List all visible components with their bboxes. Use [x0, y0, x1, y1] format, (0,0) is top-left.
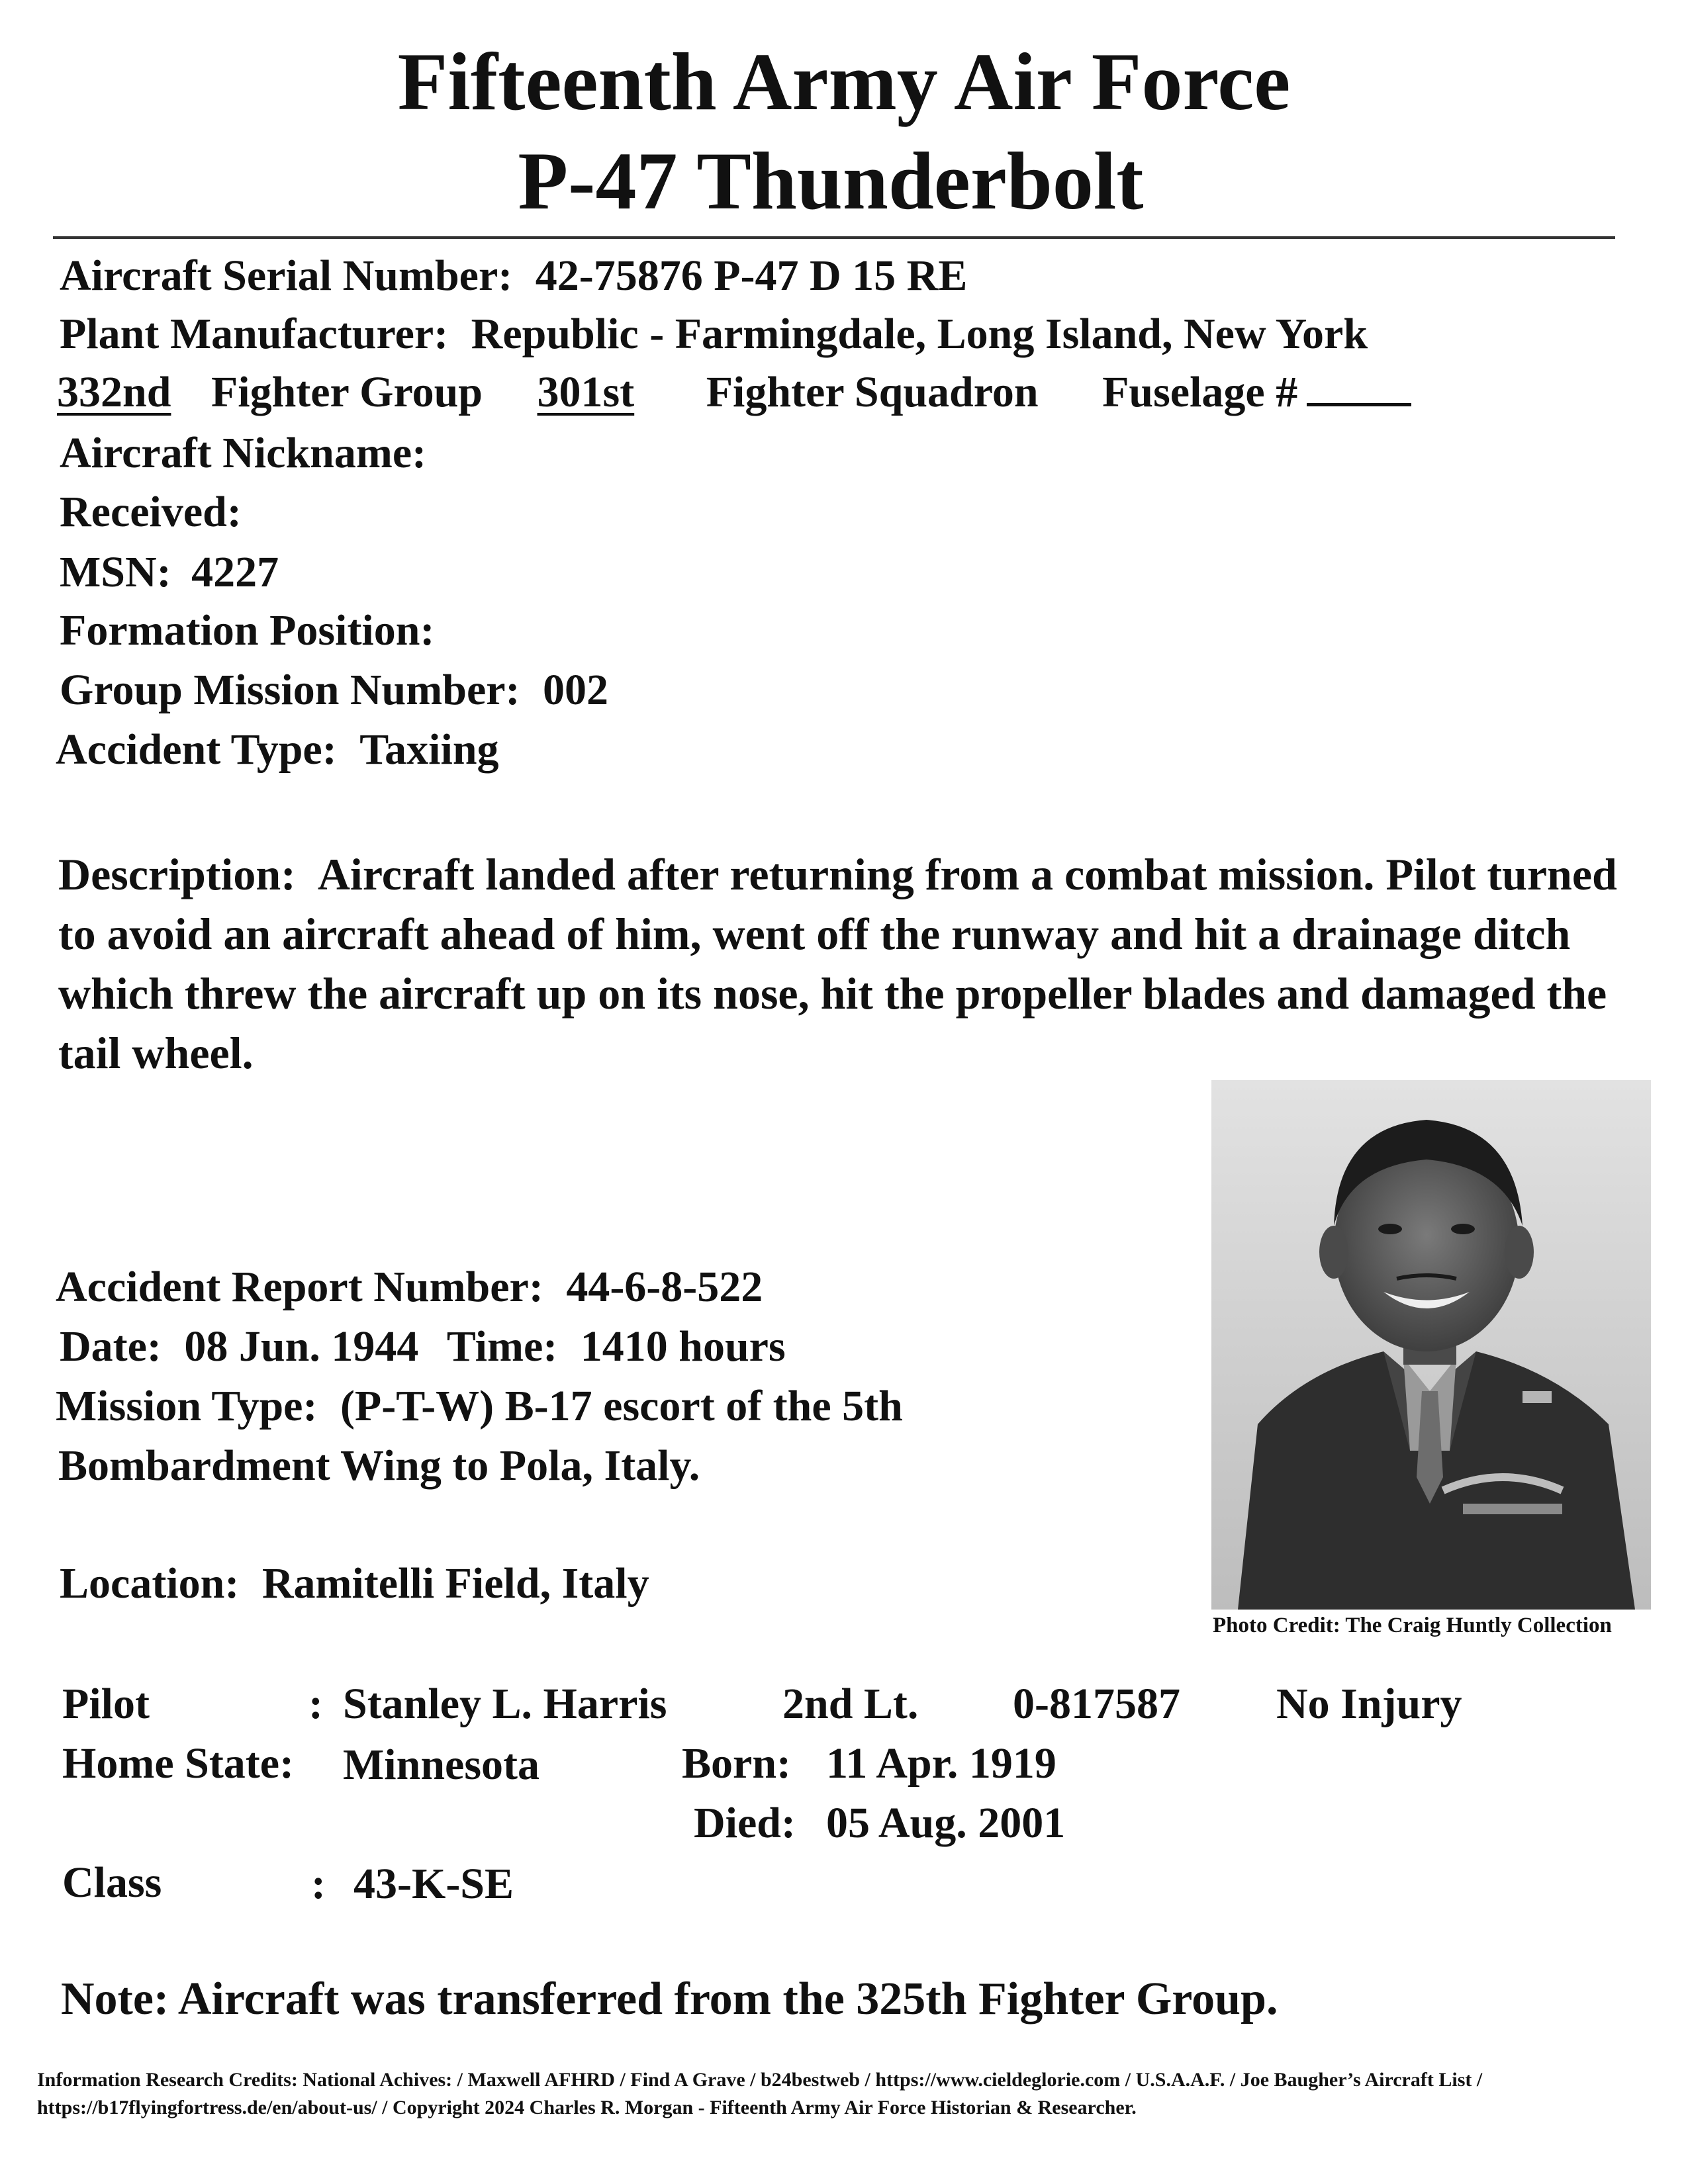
date-time-row [60, 1322, 786, 1371]
mission-type-value-line2: Bombardment Wing to Pola, Italy. [58, 1441, 700, 1490]
accident-type-value: Taxiing [359, 725, 499, 774]
group-mission-row [60, 668, 608, 712]
serial-number-label: Aircraft Serial Number: [60, 251, 513, 300]
date-label: Date: [60, 1322, 162, 1371]
home-state-value: Minnesota [343, 1741, 539, 1789]
msn-row [60, 548, 279, 596]
manufacturer-value: Republic - Farmingdale, Long Island, New York [471, 310, 1368, 358]
manufacturer-label: Plant Manufacturer: [60, 310, 449, 358]
died-label: Died: [694, 1799, 796, 1847]
msn-value: 4227 [191, 548, 279, 596]
class-label: Class [62, 1858, 162, 1907]
page-title-line2: P-47 Thunderbolt [518, 136, 1144, 226]
manufacturer-row [60, 312, 1368, 356]
pilot-portrait-image [1211, 1080, 1651, 1610]
fighter-squadron-value: 301st [537, 368, 635, 416]
fuselage-label: Fuselage # [1102, 368, 1298, 416]
pilot-service-number: 0-817587 [1013, 1680, 1180, 1728]
description-text: Aircraft landed after returning from a combat mission. Pilot turned to avoid an aircraft ahead of him, went off the runway and hit a drainage ditch which threw the aircraft up on its nose, hit the propeller blades and damaged the tail wheel. [58, 849, 1617, 1078]
unit-row [57, 368, 1411, 416]
report-number-label: Accident Report Number: [56, 1263, 543, 1311]
pilot-photo [1211, 1080, 1651, 1610]
page-title-line1: Fifteenth Army Air Force [397, 36, 1291, 127]
mission-type-row [56, 1382, 903, 1430]
accident-type-row [56, 725, 499, 774]
fighter-group-value: 332nd [57, 368, 171, 416]
msn-label: MSN: [60, 548, 171, 596]
formation-position-label: Formation Position: [60, 606, 435, 655]
born-label: Born: [682, 1739, 791, 1788]
description-block [58, 844, 1634, 1083]
date-value: 08 Jun. 1944 [184, 1322, 419, 1371]
report-number-row [56, 1265, 763, 1309]
report-number-value: 44-6-8-522 [566, 1263, 763, 1311]
time-label: Time: [446, 1322, 558, 1371]
time-value: 1410 hours [580, 1322, 786, 1371]
nickname-label: Aircraft Nickname: [60, 429, 427, 477]
location-value: Ramitelli Field, Italy [261, 1559, 649, 1608]
died-value: 05 Aug. 2001 [826, 1799, 1066, 1847]
fuselage-blank [1307, 402, 1411, 406]
serial-number-row [60, 251, 968, 300]
class-colon: : [311, 1860, 326, 1908]
received-label: Received: [60, 488, 242, 536]
mission-type-value: (P-T-W) B-17 escort of the 5th [340, 1382, 903, 1430]
pilot-injury: No Injury [1276, 1680, 1462, 1728]
mission-type-label: Mission Type: [56, 1382, 318, 1430]
pilot-rank: 2nd Lt. [782, 1680, 919, 1728]
group-mission-value: 002 [543, 666, 609, 714]
born-value: 11 Apr. 1919 [826, 1739, 1056, 1788]
location-row [60, 1559, 649, 1608]
group-mission-label: Group Mission Number: [60, 666, 520, 714]
location-label: Location: [60, 1559, 240, 1608]
aircraft-note: Note: Aircraft was transferred from the 325th Fighter Group. [61, 1974, 1278, 2025]
serial-number-value: 42-75876 P-47 D 15 RE [535, 251, 968, 300]
photo-credit: Photo Credit: The Craig Huntly Collection [1213, 1614, 1612, 1637]
fighter-group-label: Fighter Group [211, 368, 483, 416]
home-state-label: Home State: [62, 1739, 295, 1788]
pilot-colon: : [308, 1680, 323, 1728]
research-credits: Information Research Credits: National Achives: / Maxwell AFHRD / Find A Grave / b24bestweb / https://www.cieldeglorie.com / U.S.A.A.F. / Joe Baugher’s Aircraft List / https://b17flyingfortress.de/en/about-us/ / Copyright 2024 Charles R. Morgan - Fifteenth Army Air Force Historian & Researcher. [37, 2069, 1483, 2118]
accident-type-label: Accident Type: [56, 725, 337, 774]
description-label: Description: [58, 849, 296, 899]
fighter-squadron-label: Fighter Squadron [706, 368, 1039, 416]
pilot-label: Pilot [62, 1680, 150, 1728]
title-divider [53, 236, 1615, 239]
pilot-name: Stanley L. Harris [343, 1680, 667, 1728]
class-value: 43-K-SE [353, 1860, 514, 1908]
